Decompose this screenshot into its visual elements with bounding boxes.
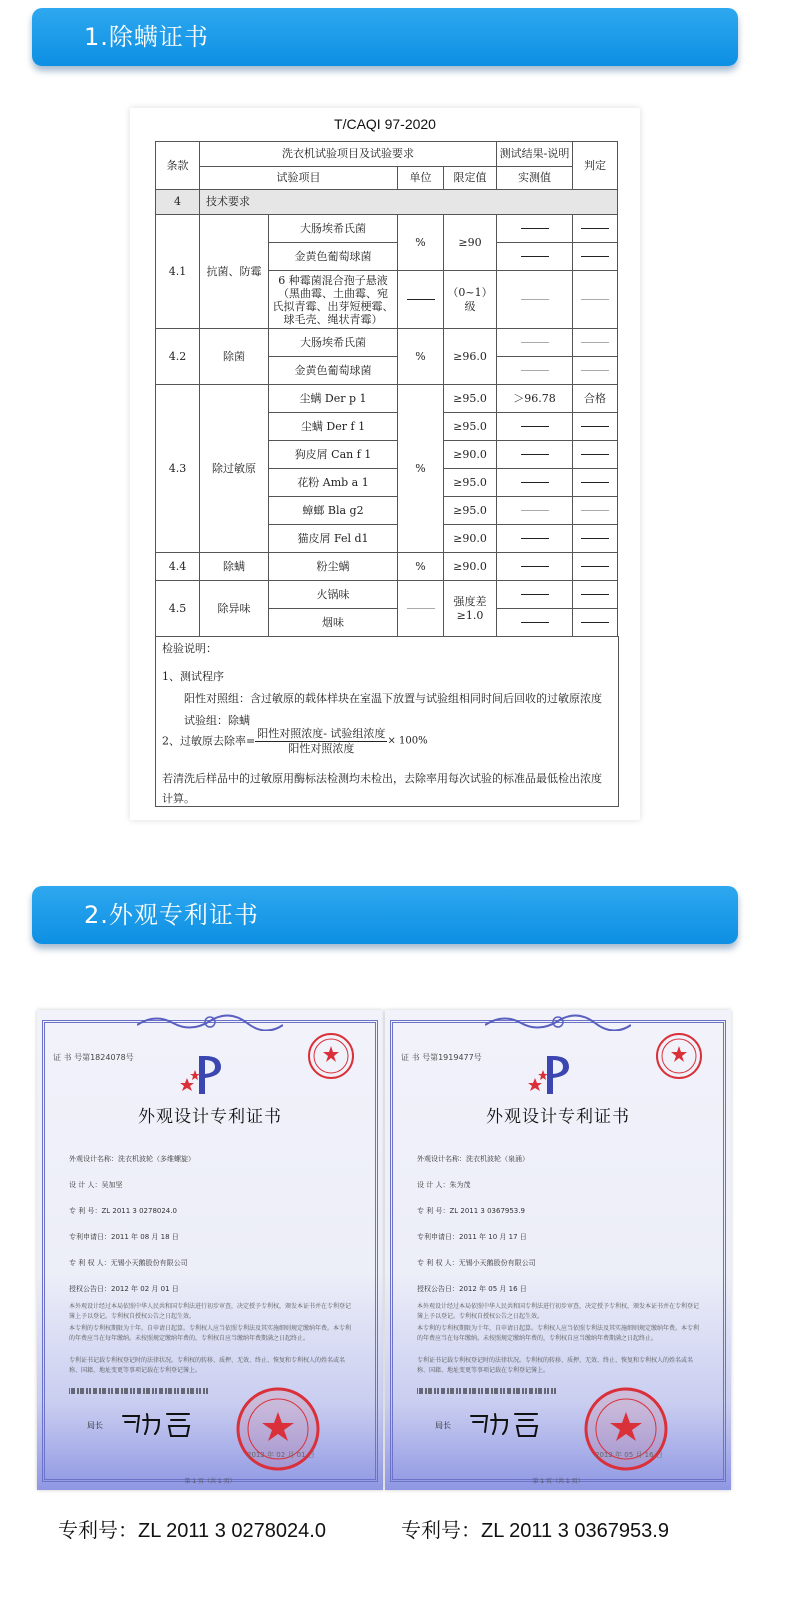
certificate-paragraph: 本专利的专利权期限为十年，自申请日起算。专利权人应当依照专利法及其实施细则规定缴纳年费。本专利的年费应当在每年缴纳。未按照规定缴纳年费的，专利权自应当缴纳年费期满之日起终止。: [69, 1325, 352, 1342]
notes-positive: 阳性对照组：含过敏原的载体样块在室温下放置与试验组相同时间后回收的过敏原浓度: [184, 692, 602, 705]
table-row: [156, 385, 618, 413]
design-name: 外观设计名称：洗衣机波轮（多维螺旋）: [69, 1155, 195, 1163]
item-cell: 火锅味: [269, 581, 398, 609]
office-seal-icon: [655, 1032, 703, 1080]
section-title: 技术要求: [200, 190, 618, 215]
formula-label: 2、过敏原去除率=: [162, 734, 256, 748]
patent-number: 专 利 号：ZL 2011 3 0278024.0: [69, 1207, 177, 1215]
table-row: [156, 581, 618, 609]
filing-date: 专利申请日：2011 年 10 月 17 日: [417, 1233, 527, 1241]
section-banner-2: [32, 886, 738, 944]
measured-cell: [497, 609, 573, 637]
judge-cell: [573, 441, 618, 469]
limit-line: 强度差: [453, 594, 487, 608]
limit-cell: ≥90.0: [444, 553, 497, 581]
section-clause: 4: [156, 190, 200, 215]
mold-line: 氏拟青霉、出芽短梗霉、: [272, 299, 394, 313]
item-cell: 狗皮屑 Can f 1: [269, 441, 398, 469]
category-cell: 除过敏原: [200, 385, 269, 553]
notes-heading: 检验说明：: [162, 642, 217, 655]
clause-cell: 4.3: [156, 385, 200, 553]
seal-date: 2012 年 05 月 16 日: [595, 1451, 663, 1459]
unit-cell: [398, 581, 444, 637]
judge-cell: [573, 525, 618, 553]
patent-certificate-1: [37, 1010, 383, 1490]
limit-cell: ≥90.0: [444, 525, 497, 553]
certificate-paragraph: 本专利的专利权期限为十年，自申请日起算。专利权人应当依照专利法及其实施细则规定缴纳年费。本专利的年费应当在每年缴纳。未按照规定缴纳年费的，专利权自应当缴纳年费期满之日起终止。: [417, 1325, 700, 1342]
measured-cell: ＞96.78: [497, 385, 573, 413]
header-item: 试验项目: [200, 167, 398, 190]
judge-cell: [573, 329, 618, 357]
item-cell: 烟味: [269, 609, 398, 637]
clause-cell: 4.5: [156, 581, 200, 637]
unit-cell: %: [398, 553, 444, 581]
unit-cell: [398, 271, 444, 329]
ornament-icon: [485, 1013, 631, 1031]
item-cell: 金黄色葡萄球菌: [269, 357, 398, 385]
mold-line: 球毛壳、绳状青霉）: [283, 312, 383, 326]
test-requirements-table: [155, 141, 618, 637]
certificate-number: 证 书 号第1919477号: [401, 1053, 482, 1062]
seal-date: 2012 年 02 月 01 日: [247, 1451, 315, 1459]
header-judgement: 判定: [573, 142, 618, 190]
judge-cell: [573, 581, 618, 609]
formula-denominator: 阳性对照浓度: [288, 742, 355, 755]
certificate-paragraph: 专利证书记载专利权登记时的法律状况。专利权的转移、质押、无效、终止、恢复和专利权人的姓名或名称、国籍、地址变更等事项记载在专利登记簿上。: [417, 1357, 694, 1374]
filing-date: 专利申请日：2011 年 08 月 18 日: [69, 1233, 179, 1241]
measured-cell: [497, 329, 573, 357]
limit-line: ≥1.0: [456, 608, 484, 622]
item-cell: 尘螨 Der f 1: [269, 413, 398, 441]
test-report-certificate: [130, 108, 640, 820]
measured-cell: [497, 497, 573, 525]
patent-number: 专 利 号：ZL 2011 3 0367953.9: [417, 1207, 525, 1215]
clause-cell: 4.4: [156, 553, 200, 581]
measured-cell: [497, 581, 573, 609]
patent-holder: 专 利 权 人：无锡小天鹅股份有限公司: [417, 1259, 536, 1267]
judge-cell: [573, 215, 618, 243]
item-cell: 大肠埃希氏菌: [269, 215, 398, 243]
formula-numerator: 阳性对照浓度- 试验组浓度: [257, 727, 386, 740]
director-label: 局长: [435, 1421, 451, 1430]
barcode-icon: [417, 1388, 557, 1394]
table-row: [156, 553, 618, 581]
patent-certificate-2: [385, 1010, 731, 1490]
section-row: [156, 190, 618, 215]
judge-cell: [573, 553, 618, 581]
barcode-icon: [69, 1388, 209, 1394]
item-cell: 花粉 Amb a 1: [269, 469, 398, 497]
formula-tail: × 100%: [387, 735, 428, 747]
limit-cell: ≥95.0: [444, 385, 497, 413]
notes-formula: [162, 727, 428, 756]
director-signature: [467, 1408, 547, 1438]
item-cell: 猫皮屑 Fel d1: [269, 525, 398, 553]
judge-cell: [573, 243, 618, 271]
formula-fraction: [255, 727, 387, 756]
mold-item-cell: [269, 271, 398, 329]
section-title: 1.除螨证书: [84, 23, 209, 51]
office-seal-icon: [307, 1032, 355, 1080]
table-row: [156, 215, 618, 243]
limit-line: 级: [464, 299, 476, 313]
mold-line: 6 种霉菌混合孢子悬液: [278, 273, 388, 287]
page-indicator: 第 1 页（共 1 页）: [532, 1478, 584, 1485]
limit-cell: [444, 271, 497, 329]
certificate-paragraph: 本外观设计经过本局依照中华人民共和国专利法进行初步审查，决定授予专利权，颁发本证书并在专利登记簿上予以登记。专利权自授权公告之日起生效。: [417, 1303, 700, 1320]
grant-date: 授权公告日：2012 年 05 月 16 日: [417, 1285, 527, 1293]
measured-cell: [497, 469, 573, 497]
measured-cell: [497, 357, 573, 385]
patent-caption-2: 专利号：ZL 2011 3 0367953.9: [401, 1520, 669, 1542]
header-result-group: 测试结果-说明: [497, 142, 573, 167]
table-row: [156, 329, 618, 357]
category-cell: 除螨: [200, 553, 269, 581]
notes-remark-line2: 计算。: [162, 792, 195, 805]
header-group: 洗衣机试验项目及试验要求: [200, 142, 497, 167]
measured-cell: [497, 525, 573, 553]
header-limit: 限定值: [444, 167, 497, 190]
measured-cell: [497, 215, 573, 243]
certificate-title: 外观设计专利证书: [138, 1107, 282, 1127]
grant-date: 授权公告日：2012 年 02 月 01 日: [69, 1285, 179, 1293]
certificate-title: 外观设计专利证书: [486, 1107, 630, 1127]
unit-cell: %: [398, 215, 444, 271]
notes-test: 试验组：除螨: [184, 714, 250, 727]
test-notes: [155, 636, 619, 807]
measured-cell: [497, 553, 573, 581]
limit-cell: ≥90: [444, 215, 497, 271]
measured-cell: [497, 243, 573, 271]
judge-cell: [573, 469, 618, 497]
item-cell: 蟑螂 Bla g2: [269, 497, 398, 525]
measured-cell: [497, 413, 573, 441]
mold-line: （黑曲霉、土曲霉、宛: [278, 286, 388, 300]
judge-cell: [573, 609, 618, 637]
category-cell: 除异味: [200, 581, 269, 637]
category-cell: 抗菌、防霉: [200, 215, 269, 329]
patent-office-emblem-icon: [177, 1048, 231, 1102]
director-label: 局长: [87, 1421, 103, 1430]
judge-cell: [573, 357, 618, 385]
item-cell: 粉尘螨: [269, 553, 398, 581]
judge-cell: [573, 413, 618, 441]
limit-cell: ≥95.0: [444, 413, 497, 441]
standard-title: T/CAQI 97-2020: [334, 116, 436, 132]
unit-cell: %: [398, 385, 444, 553]
page-indicator: 第 1 页（共 1 页）: [184, 1478, 236, 1485]
notes-remark-line1: 若清洗后样品中的过敏原用酶标法检测均未检出，去除率用每次试验的标准品最低检出浓度: [162, 772, 602, 785]
item-cell: 金黄色葡萄球菌: [269, 243, 398, 271]
design-name: 外观设计名称：洗衣机波轮（泉涌）: [417, 1155, 529, 1163]
certificate-paragraph: 专利证书记载专利权登记时的法律状况。专利权的转移、质押、无效、终止、恢复和专利权人的姓名或名称、国籍、地址变更等事项记载在专利登记簿上。: [69, 1357, 346, 1374]
clause-cell: 4.2: [156, 329, 200, 385]
header-clause: 条款: [156, 142, 200, 190]
measured-cell: [497, 441, 573, 469]
judge-cell: [573, 497, 618, 525]
limit-line: （0~1）: [447, 285, 493, 299]
director-signature: [119, 1408, 199, 1438]
judge-cell: 合格: [573, 385, 618, 413]
category-cell: 除菌: [200, 329, 269, 385]
judge-cell: [573, 271, 618, 329]
section-banner-1: [32, 8, 738, 66]
patent-holder: 专 利 权 人：无锡小天鹅股份有限公司: [69, 1259, 188, 1267]
certificate-number: 证 书 号第1824078号: [53, 1053, 134, 1062]
patent-caption-1: 专利号：ZL 2011 3 0278024.0: [58, 1520, 326, 1542]
item-cell: 大肠埃希氏菌: [269, 329, 398, 357]
limit-cell: ≥95.0: [444, 497, 497, 525]
limit-cell: [444, 581, 497, 637]
ornament-icon: [137, 1013, 283, 1031]
designer: 设 计 人：朱为茂: [417, 1181, 471, 1189]
measured-cell: [497, 271, 573, 329]
notes-step1: 1、测试程序: [162, 670, 224, 683]
unit-cell: %: [398, 329, 444, 385]
header-measured: 实测值: [497, 167, 573, 190]
designer: 设 计 人：吴加坚: [69, 1181, 123, 1189]
clause-cell: 4.1: [156, 215, 200, 329]
certificate-paragraph: 本外观设计经过本局依照中华人民共和国专利法进行初步审查，决定授予专利权，颁发本证书并在专利登记簿上予以登记。专利权自授权公告之日起生效。: [69, 1303, 352, 1320]
limit-cell: ≥95.0: [444, 469, 497, 497]
header-unit: 单位: [398, 167, 444, 190]
section-title: 2.外观专利证书: [84, 901, 259, 929]
item-cell: 尘螨 Der p 1: [269, 385, 398, 413]
limit-cell: ≥96.0: [444, 329, 497, 385]
limit-cell: ≥90.0: [444, 441, 497, 469]
patent-office-emblem-icon: [525, 1048, 579, 1102]
